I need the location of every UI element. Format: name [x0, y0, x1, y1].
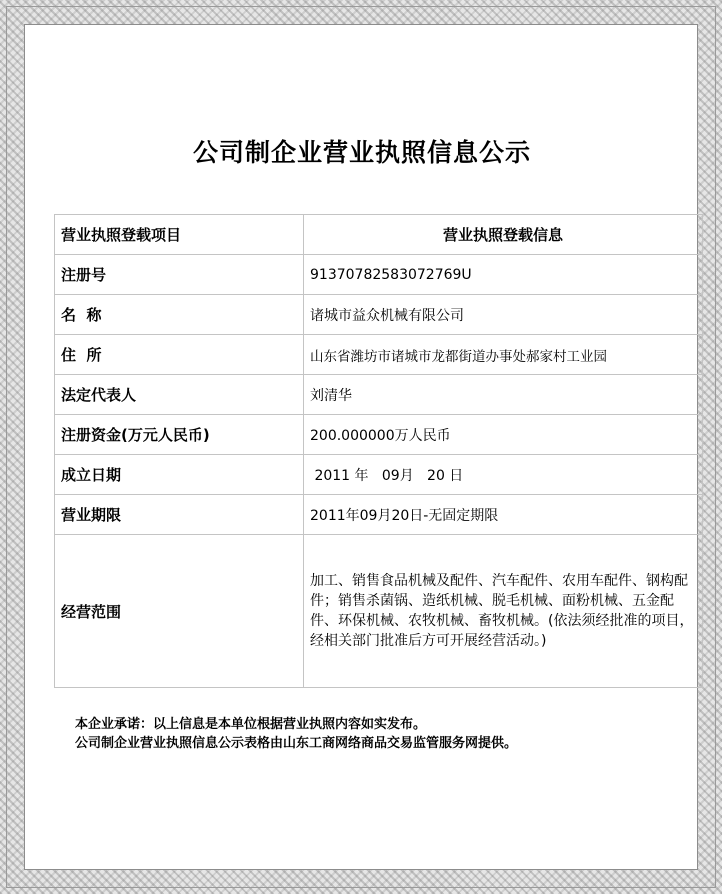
table-row-business-term	[55, 495, 703, 535]
row-value: 2011 年 09月 20 日	[304, 455, 703, 495]
footer-notice	[75, 715, 675, 753]
page-title: 公司制企业营业执照信息公示	[192, 138, 531, 167]
row-label: 法定代表人	[55, 375, 304, 415]
row-value: 刘清华	[304, 375, 703, 415]
row-label: 名 称	[55, 295, 304, 335]
table-row-company-name	[55, 295, 703, 335]
table-row-business-scope	[55, 535, 703, 688]
row-value: 诸城市益众机械有限公司	[304, 295, 703, 335]
document-paper	[24, 24, 698, 870]
license-info-table	[54, 214, 703, 688]
row-label: 成立日期	[55, 455, 304, 495]
row-value: 山东省潍坊市诸城市龙都街道办事处郝家村工业园	[304, 335, 703, 375]
row-label: 营业期限	[55, 495, 304, 535]
table-row-address	[55, 335, 703, 375]
row-value: 2011年09月20日-无固定期限	[304, 495, 703, 535]
table-header-row	[55, 215, 703, 255]
row-label: 经营范围	[55, 535, 304, 688]
footer-provider: 公司制企业营业执照信息公示表格由山东工商网络商品交易监管服务网提供。	[75, 736, 518, 751]
header-key-cell: 营业执照登载项目	[55, 215, 304, 255]
row-value: 91370782583072769U	[304, 255, 703, 295]
row-value: 加工、销售食品机械及配件、汽车配件、农用车配件、钢构配件；销售杀菌锅、造纸机械、脱毛机械、面粉机械、五金配件、环保机械、农牧机械、畜牧机械。(依法须经批准的项目，经相关部门批准后方可开展经营活动。)	[304, 535, 703, 688]
row-label: 住 所	[55, 335, 304, 375]
table-row-registered-capital	[55, 415, 703, 455]
footer-commitment: 本企业承诺：以上信息是本单位根据营业执照内容如实发布。	[75, 717, 427, 732]
table-row-registration-number	[55, 255, 703, 295]
row-value: 200.000000万人民币	[304, 415, 703, 455]
table-row-legal-representative	[55, 375, 703, 415]
row-label: 注册资金(万元人民币)	[55, 415, 304, 455]
header-value-cell: 营业执照登载信息	[304, 215, 703, 255]
row-label: 注册号	[55, 255, 304, 295]
table-row-establishment-date	[55, 455, 703, 495]
